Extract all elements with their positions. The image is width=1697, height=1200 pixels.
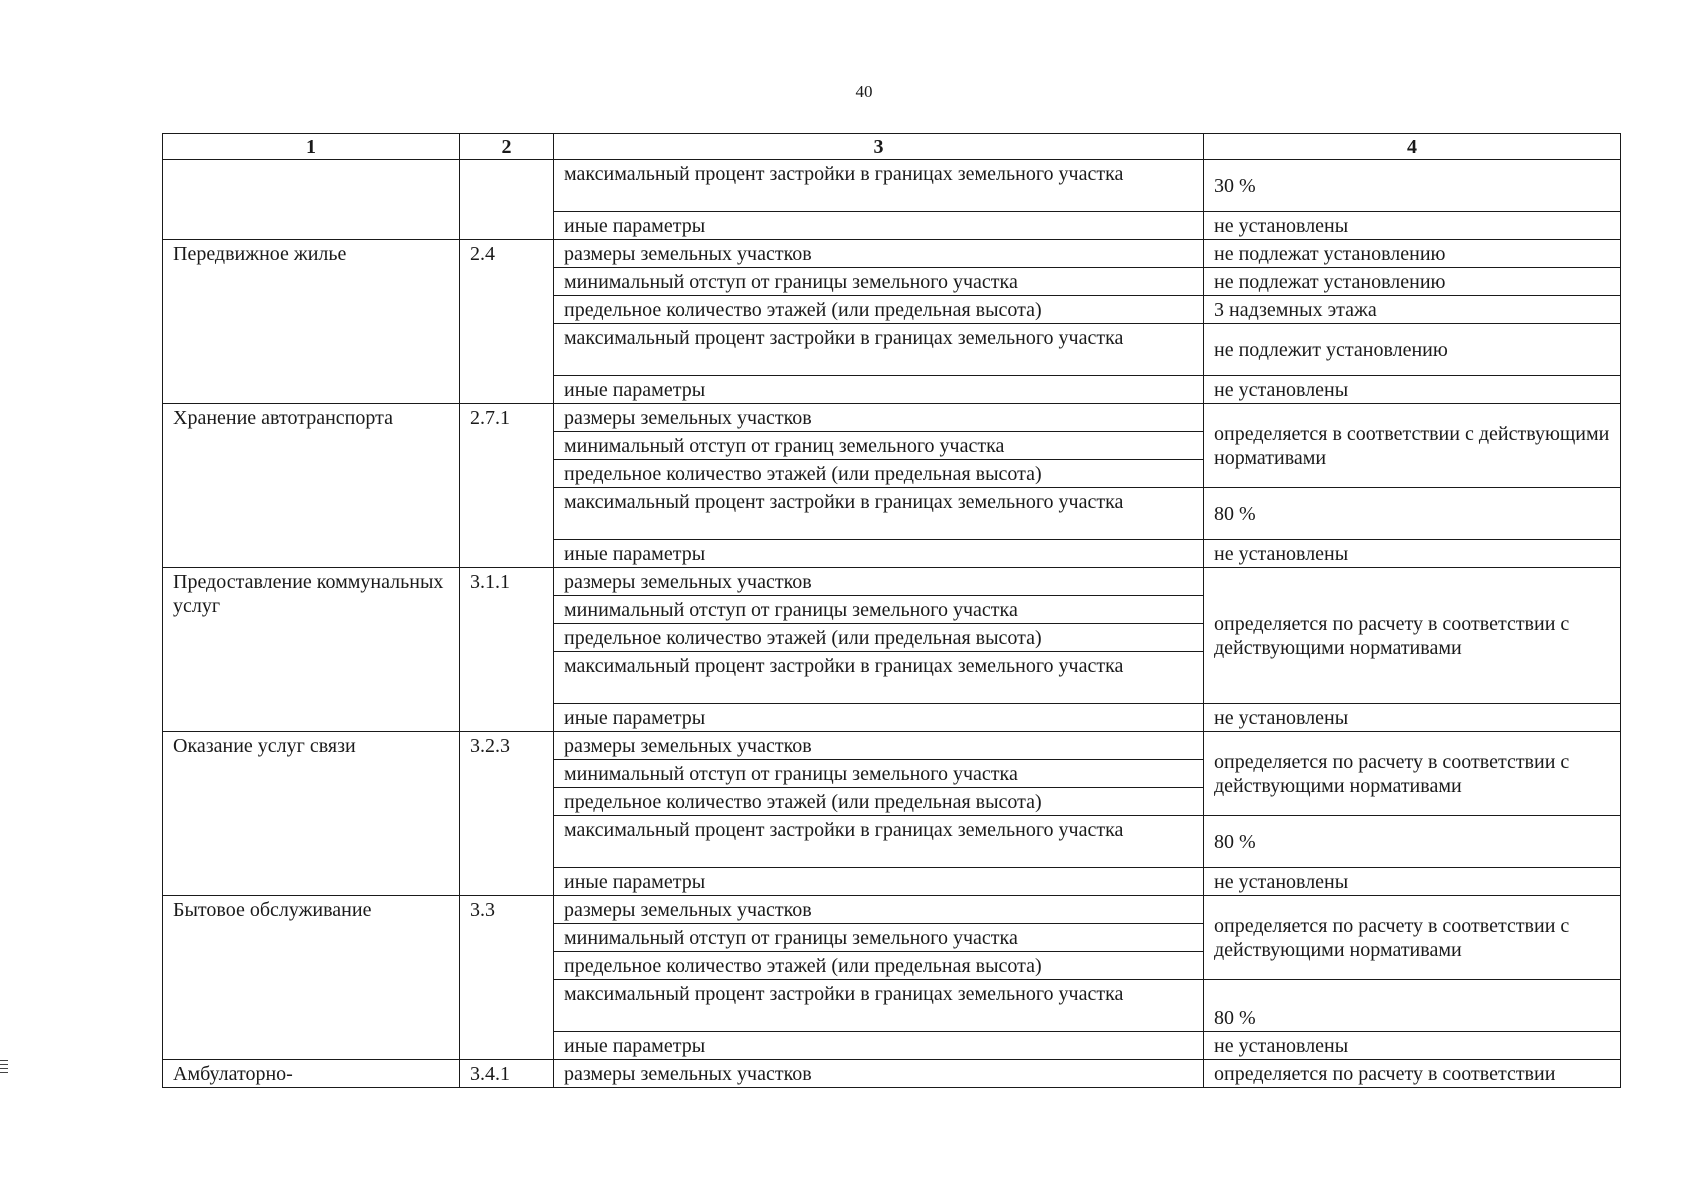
land-use-code-cell: 2.4 xyxy=(460,240,554,404)
parameter-value-cell: определяется по расчету в соответствии с действующими нормативами xyxy=(1204,896,1621,980)
table-row xyxy=(163,404,1621,432)
parameter-value-cell: не установлены xyxy=(1204,376,1621,404)
parameter-value-cell: не подлежат установлению xyxy=(1204,240,1621,268)
land-use-type-cell: Бытовое обслуживание xyxy=(163,896,460,1060)
parameter-value-cell: определяется по расчету в соответствии с действующими нормативами xyxy=(1204,732,1621,816)
column-header: 4 xyxy=(1204,134,1621,160)
column-header: 2 xyxy=(460,134,554,160)
parameter-value-cell: 80 % xyxy=(1204,980,1621,1032)
parameter-name-cell: размеры земельных участков xyxy=(554,568,1204,596)
table-header-row xyxy=(163,134,1621,160)
page-number: 40 xyxy=(855,82,873,101)
parameter-name-cell: минимальный отступ от границы земельного участка xyxy=(554,760,1204,788)
column-header: 3 xyxy=(554,134,1204,160)
parameter-value-cell: определяется по расчету в соответствии xyxy=(1204,1060,1621,1088)
parameter-value-cell: определяется в соответствии с действующими нормативами xyxy=(1204,404,1621,488)
land-use-code-cell: 3.1.1 xyxy=(460,568,554,732)
parameter-value-cell: 80 % xyxy=(1204,488,1621,540)
parameter-name-cell: предельное количество этажей (или предельная высота) xyxy=(554,460,1204,488)
parameter-name-cell: иные параметры xyxy=(554,704,1204,732)
table-row xyxy=(163,896,1621,924)
parameter-name-cell: максимальный процент застройки в границах земельного участка xyxy=(554,324,1204,376)
column-header: 1 xyxy=(163,134,460,160)
parameter-value-cell: 3 надземных этажа xyxy=(1204,296,1621,324)
parameter-value-cell: не подлежит установлению xyxy=(1204,324,1621,376)
parameter-name-cell: максимальный процент застройки в границах земельного участка xyxy=(554,652,1204,704)
table-row xyxy=(163,568,1621,596)
parameter-name-cell: размеры земельных участков xyxy=(554,896,1204,924)
land-use-code-cell: 3.2.3 xyxy=(460,732,554,896)
parameter-name-cell: иные параметры xyxy=(554,212,1204,240)
parameter-name-cell: предельное количество этажей (или предельная высота) xyxy=(554,624,1204,652)
parameter-value-cell: определяется по расчету в соответствии с действующими нормативами xyxy=(1204,568,1621,704)
land-use-code-cell: 3.4.1 xyxy=(460,1060,554,1088)
parameter-name-cell: размеры земельных участков xyxy=(554,404,1204,432)
land-use-code-cell xyxy=(460,160,554,240)
land-use-type-cell: Амбулаторно- xyxy=(163,1060,460,1088)
land-use-code-cell: 3.3 xyxy=(460,896,554,1060)
land-use-type-cell xyxy=(163,160,460,240)
parameter-value-cell: не установлены xyxy=(1204,704,1621,732)
parameter-name-cell: размеры земельных участков xyxy=(554,1060,1204,1088)
parameter-value-cell: 80 % xyxy=(1204,816,1621,868)
table-row xyxy=(163,732,1621,760)
parameter-name-cell: минимальный отступ от границы земельного участка xyxy=(554,268,1204,296)
land-use-type-cell: Оказание услуг связи xyxy=(163,732,460,896)
parameter-name-cell: максимальный процент застройки в границах земельного участка xyxy=(554,488,1204,540)
land-use-type-cell: Предоставление коммунальных услуг xyxy=(163,568,460,732)
parameter-name-cell: размеры земельных участков xyxy=(554,240,1204,268)
parameter-value-cell: 30 % xyxy=(1204,160,1621,212)
parameter-name-cell: максимальный процент застройки в границах земельного участка xyxy=(554,160,1204,212)
parameter-value-cell: не подлежат установлению xyxy=(1204,268,1621,296)
parameter-value-cell: не установлены xyxy=(1204,212,1621,240)
parameter-value-cell: не установлены xyxy=(1204,868,1621,896)
table-row xyxy=(163,160,1621,212)
table-row xyxy=(163,1060,1621,1088)
parameter-name-cell: размеры земельных участков xyxy=(554,732,1204,760)
parameter-name-cell: предельное количество этажей (или предельная высота) xyxy=(554,296,1204,324)
parameter-name-cell: минимальный отступ от границы земельного участка xyxy=(554,596,1204,624)
land-use-type-cell: Хранение автотранспорта xyxy=(163,404,460,568)
parameter-value-cell: не установлены xyxy=(1204,1032,1621,1060)
parameter-name-cell: предельное количество этажей (или предельная высота) xyxy=(554,952,1204,980)
parameter-name-cell: иные параметры xyxy=(554,376,1204,404)
land-use-type-cell: Передвижное жилье xyxy=(163,240,460,404)
scan-edge-marks xyxy=(0,1060,8,1076)
parameter-name-cell: минимальный отступ от границы земельного участка xyxy=(554,924,1204,952)
zoning-parameters-table xyxy=(162,133,1621,1088)
land-use-code-cell: 2.7.1 xyxy=(460,404,554,568)
parameter-name-cell: максимальный процент застройки в границах земельного участка xyxy=(554,816,1204,868)
parameter-name-cell: иные параметры xyxy=(554,540,1204,568)
parameter-name-cell: предельное количество этажей (или предельная высота) xyxy=(554,788,1204,816)
parameter-value-cell: не установлены xyxy=(1204,540,1621,568)
table-row xyxy=(163,240,1621,268)
parameter-name-cell: иные параметры xyxy=(554,868,1204,896)
parameter-name-cell: максимальный процент застройки в границах земельного участка xyxy=(554,980,1204,1032)
parameter-name-cell: иные параметры xyxy=(554,1032,1204,1060)
parameter-name-cell: минимальный отступ от границ земельного участка xyxy=(554,432,1204,460)
